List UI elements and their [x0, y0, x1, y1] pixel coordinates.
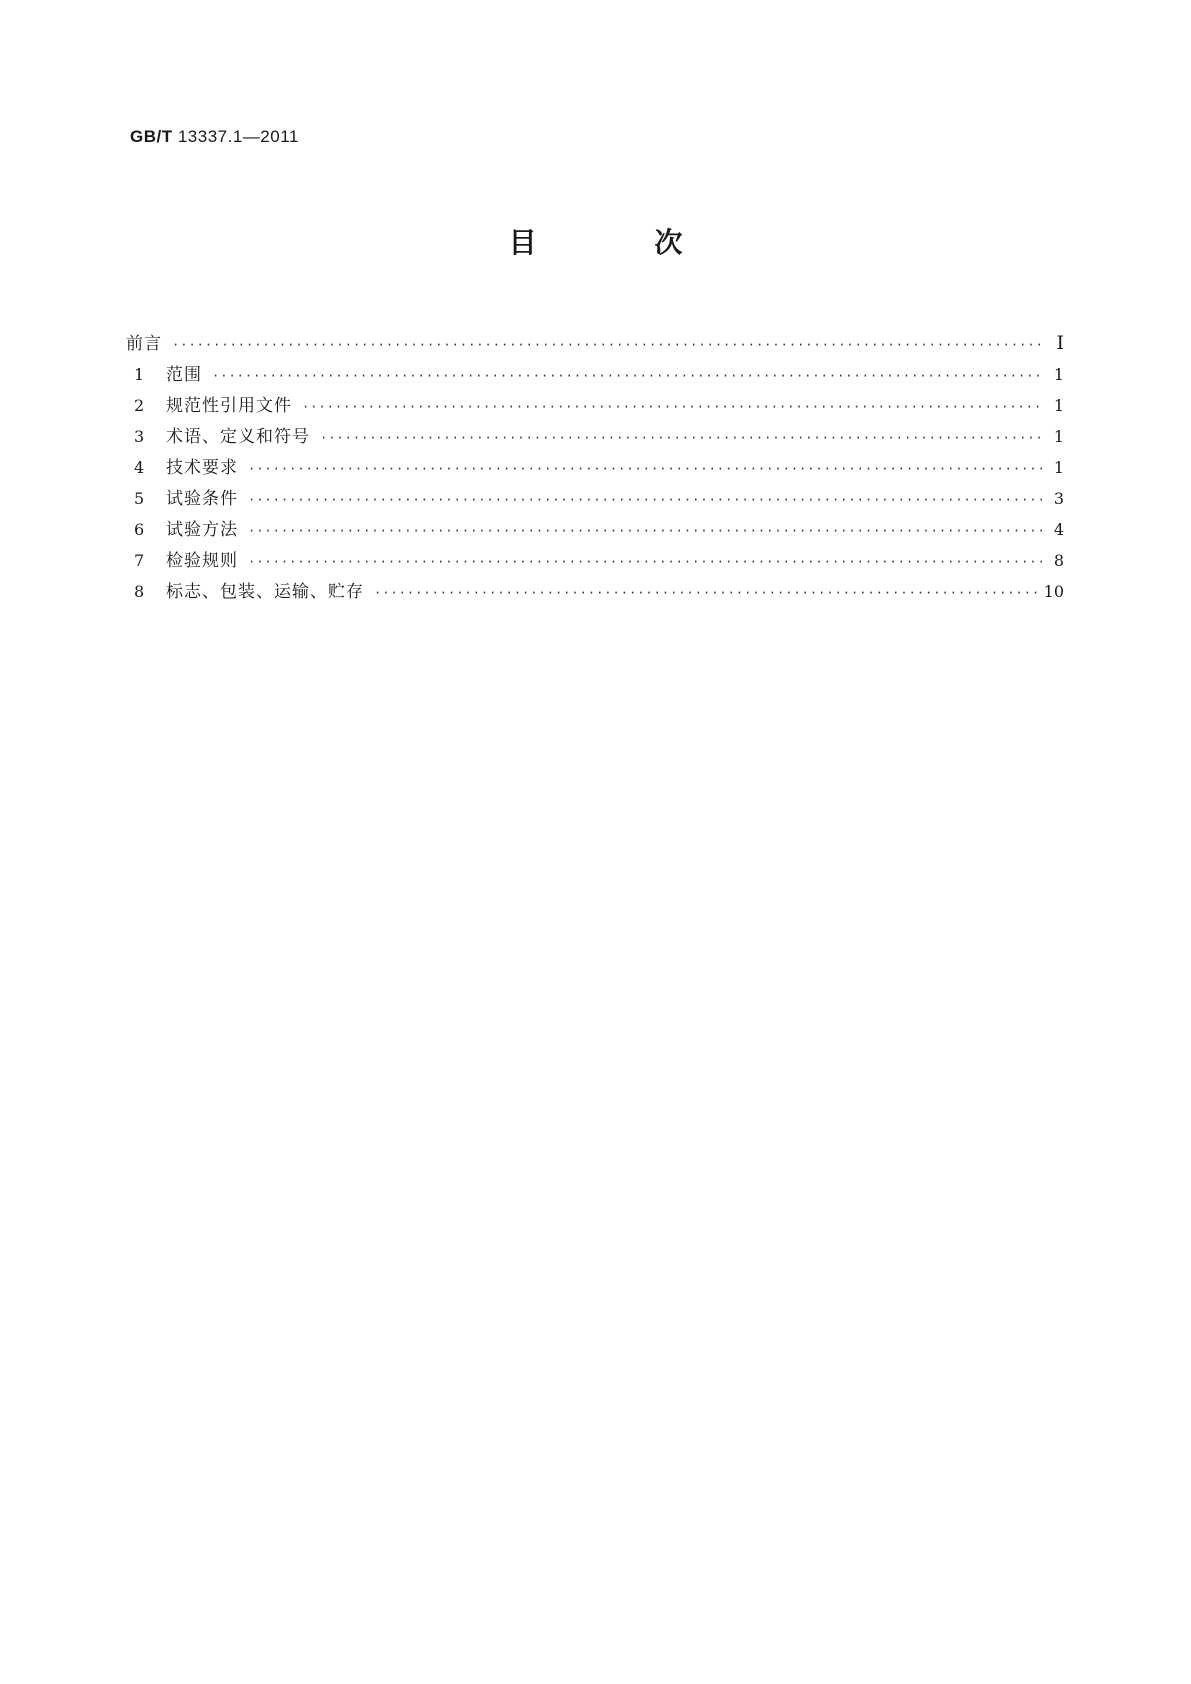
standard-number [130, 127, 299, 147]
toc-item-page: 8 [1053, 551, 1064, 570]
toc-item-number: 8 [134, 582, 145, 601]
toc-item-technical-requirements[interactable] [134, 452, 1064, 483]
toc-item-label: 前言 [126, 334, 162, 354]
toc-item-page: 1 [1053, 458, 1064, 477]
toc-item-page: 3 [1053, 489, 1064, 508]
standard-code: GB/T [130, 127, 173, 146]
toc-item-page: 1 [1053, 427, 1064, 446]
toc-item-label: 标志、包装、运输、贮存 [166, 582, 364, 602]
toc-item-label: 试验方法 [166, 520, 238, 540]
toc-item-label: 检验规则 [166, 551, 238, 571]
toc-item-number: 1 [134, 365, 145, 384]
toc-leader-dots [302, 392, 1044, 423]
toc-item-page: 10 [1043, 582, 1064, 601]
toc-item-number: 4 [134, 458, 145, 477]
toc-item-scope[interactable] [134, 359, 1064, 390]
toc-leader-dots [320, 423, 1044, 454]
toc-leader-dots [172, 330, 1044, 361]
toc-item-test-conditions[interactable] [134, 483, 1064, 514]
toc-leader-dots [248, 547, 1044, 578]
toc-item-test-methods[interactable] [134, 514, 1064, 545]
toc-item-label: 范围 [166, 365, 202, 385]
standard-number-year: 13337.1—2011 [177, 127, 299, 146]
toc-leader-dots [248, 485, 1044, 516]
toc-item-foreword[interactable] [126, 328, 1064, 359]
toc-item-label: 技术要求 [166, 458, 238, 478]
toc-item-page: 1 [1053, 365, 1064, 384]
toc-item-inspection-rules[interactable] [134, 545, 1064, 576]
toc-item-number: 3 [134, 427, 145, 446]
toc-item-number: 5 [134, 489, 145, 508]
toc-leader-dots [212, 361, 1044, 392]
toc-item-number: 2 [134, 396, 145, 415]
toc-item-normative-references[interactable] [134, 390, 1064, 421]
toc-leader-dots [248, 454, 1044, 485]
table-of-contents [126, 328, 1064, 607]
toc-leader-dots [248, 516, 1044, 547]
toc-item-label: 术语、定义和符号 [166, 427, 310, 447]
toc-item-label: 试验条件 [166, 489, 238, 509]
toc-item-number: 7 [134, 551, 145, 570]
toc-item-page: 1 [1053, 396, 1064, 415]
toc-item-terms-definitions-symbols[interactable] [134, 421, 1064, 452]
toc-item-page: 4 [1053, 520, 1064, 539]
toc-item-number: 6 [134, 520, 145, 539]
toc-item-marking-packaging-transport-storage[interactable] [134, 576, 1064, 607]
toc-leader-dots [374, 578, 1038, 609]
toc-title: 目 次 [508, 226, 737, 259]
toc-item-label: 规范性引用文件 [166, 396, 292, 416]
toc-item-page: Ⅰ [1056, 332, 1064, 354]
